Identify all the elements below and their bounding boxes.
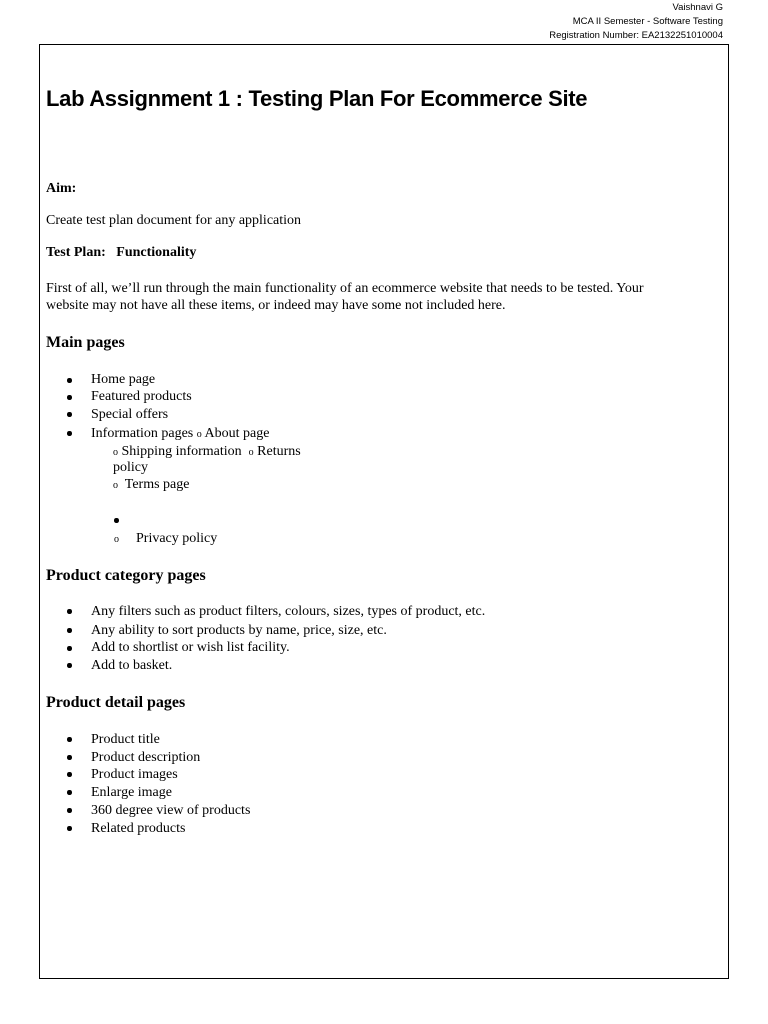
- bullet-icon: [67, 755, 72, 760]
- about-page-label: About page: [204, 426, 270, 441]
- sub-bullet-icon: o: [113, 480, 118, 491]
- sub-bullet-icon: o: [114, 534, 119, 545]
- list-item: Related products: [91, 821, 186, 836]
- bullet-icon: [67, 609, 72, 614]
- list-item: Home page: [91, 372, 156, 387]
- bullet-icon: [67, 628, 72, 633]
- list-item: Product images: [91, 767, 178, 782]
- sub-bullet-icon: o: [113, 447, 118, 458]
- list-item: Any filters such as product filters, colours, sizes, types of product, etc.: [91, 604, 486, 619]
- product-category-heading: Product category pages: [46, 567, 206, 584]
- intro-line-2: website may not have all these items, or indeed may have some not included here.: [46, 298, 506, 313]
- information-pages-label: Information pages: [91, 426, 194, 441]
- author-name: Vaishnavi G: [672, 2, 723, 13]
- list-item: [91, 425, 269, 443]
- document-title: Lab Assignment 1 : Testing Plan For Ecommerce Site: [46, 86, 588, 111]
- test-plan-line: [46, 244, 196, 261]
- list-item: Featured products: [91, 389, 192, 404]
- list-item: 360 degree view of products: [91, 803, 251, 818]
- list-item: Product description: [91, 750, 201, 765]
- test-plan-label: Test Plan:: [46, 245, 106, 260]
- aim-label: Aim:: [46, 181, 77, 196]
- returns-label: Returns: [257, 444, 301, 459]
- privacy-policy-label: Privacy policy: [136, 531, 218, 546]
- bullet-icon: [67, 808, 72, 813]
- terms-page-label: Terms page: [124, 477, 190, 492]
- list-item: Special offers: [91, 407, 169, 422]
- bullet-icon: [67, 431, 72, 436]
- course-info: MCA II Semester - Software Testing: [572, 16, 723, 27]
- test-plan-value: Functionality: [116, 245, 197, 260]
- sub-bullet-icon: o: [196, 429, 202, 440]
- bullet-icon: [67, 772, 72, 777]
- sub-list-item: [113, 476, 189, 494]
- bullet-icon: [67, 663, 72, 668]
- list-item: Add to basket.: [91, 658, 173, 673]
- page-header: [549, 1, 723, 43]
- bullet-icon: [67, 412, 72, 417]
- bullet-icon: [67, 378, 72, 383]
- list-item: Add to shortlist or wish list facility.: [91, 640, 290, 655]
- product-detail-heading: Product detail pages: [46, 694, 186, 711]
- sub-bullet-icon: o: [248, 447, 254, 458]
- list-item: Product title: [91, 732, 160, 747]
- page-border: [39, 44, 729, 979]
- returns-policy-continuation: policy: [113, 460, 148, 475]
- bullet-icon: [114, 518, 119, 523]
- bullet-icon: [67, 395, 72, 400]
- bullet-icon: [67, 737, 72, 742]
- bullet-icon: [67, 646, 72, 651]
- list-item: Any ability to sort products by name, price, size, etc.: [91, 623, 387, 638]
- bullet-icon: [67, 790, 72, 795]
- aim-text: Create test plan document for any application: [46, 213, 302, 228]
- intro-line-1: First of all, we’ll run through the main functionality of an ecommerce website that needs to be tested. Your: [46, 281, 644, 296]
- list-item: Enlarge image: [91, 785, 172, 800]
- registration-number: Registration Number: EA2132251010004: [549, 30, 723, 41]
- main-pages-heading: Main pages: [46, 334, 125, 351]
- bullet-icon: [67, 826, 72, 831]
- shipping-info-label: Shipping information: [121, 444, 242, 459]
